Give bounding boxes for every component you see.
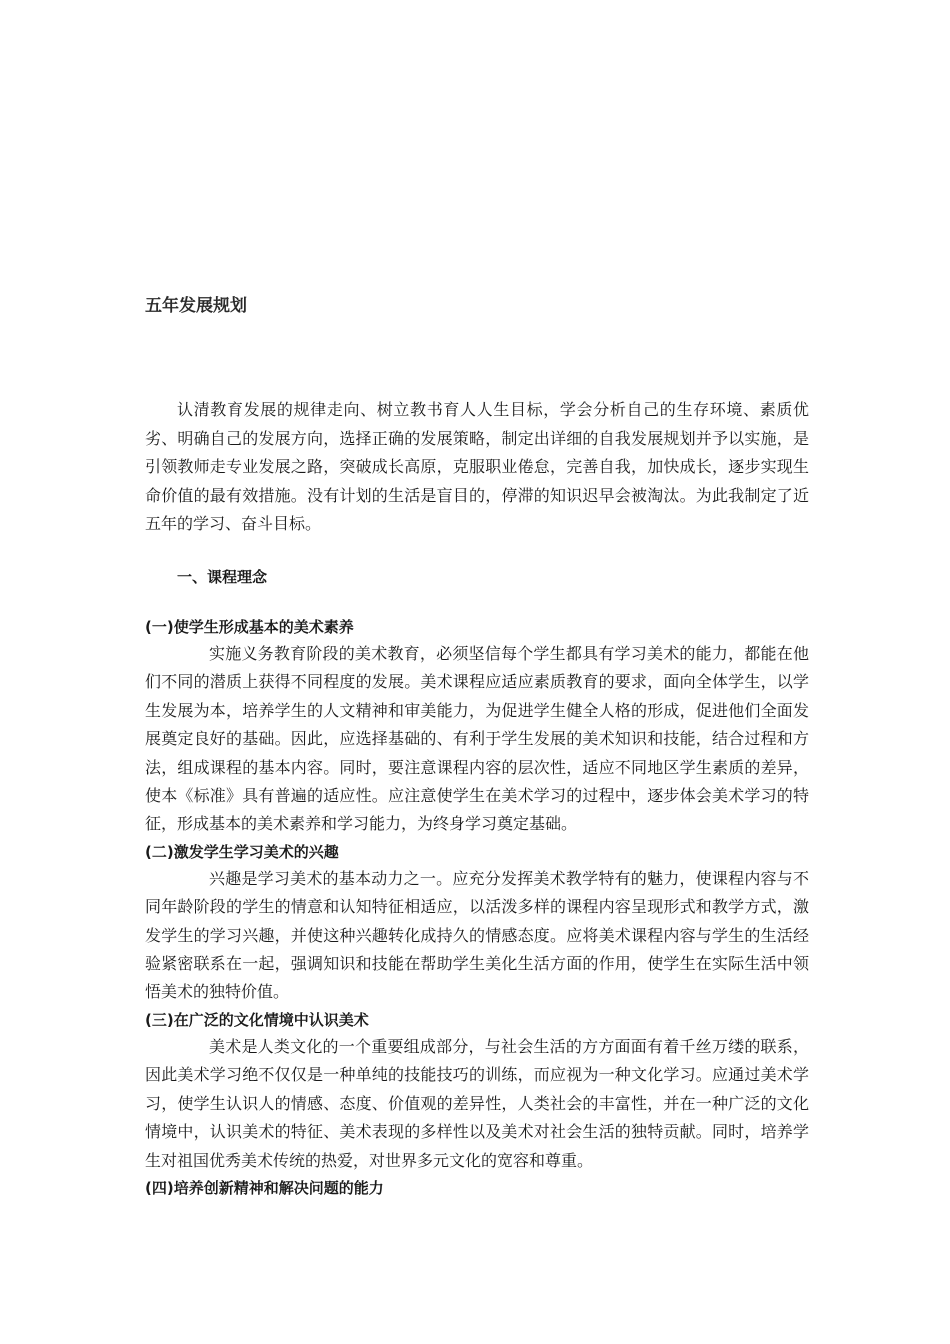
subsection-paragraph-1: 实施义务教育阶段的美术教育，必须坚信每个学生都具有学习美术的能力，都能在他们不同的潜质上获得不同程度的发展。美术课程应适应素质教育的要求，面向全体学生，以学生发展为本，培养学生的人文精神和审美能力，为促进学生健全人格的形成，促进他们全面发展奠定良好的基础。因此，应选择基础的、有利于学生发展的美术知识和技能，结合过程和方法，组成课程的基本内容。同时，要注意课程内容的层次性，适应不同地区学生素质的差异，使本《标准》具有普遍的适应性。应注意使学生在美术学习的过程中，逐步体会美术学习的特征，形成基本的美术素养和学习能力，为终身学习奠定基础。 <box>145 644 809 834</box>
document-title: 五年发展规划 <box>145 296 247 316</box>
intro-paragraph: 认清教育发展的规律走向、树立教书育人人生目标，学会分析自己的生存环境、素质优劣、明确自己的发展方向，选择正确的发展策略，制定出详细的自我发展规划并予以实施，是引领教师走专业发展之路，突破成长高原，克服职业倦怠，完善自我，加快成长，逐步实现生命价值的最有效措施。没有计划的生活是盲目的，停滞的知识迟早会被淘汰。为此我制定了近五年的学习、奋斗目标。 <box>145 400 809 534</box>
section-body <box>145 614 809 1201</box>
subsection-paragraph-3: 美术是人类文化的一个重要组成部分，与社会生活的方方面面有着千丝万缕的联系，因此美术学习绝不仅仅是一种单纯的技能技巧的训练，而应视为一种文化学习。应通过美术学习，使学生认识人的情感、态度、价值观的差异性，人类社会的丰富性，并在一种广泛的文化情境中，认识美术的特征、美术表现的多样性以及美术对社会生活的独特贡献。同时，培养学生对祖国优秀美术传统的热爱，对世界多元文化的宽容和尊重。 <box>145 1036 809 1170</box>
subsection-heading-4: (四)培养创新精神和解决问题的能力 <box>145 1178 384 1197</box>
subsection-heading-3: (三)在广泛的文化情境中认识美术 <box>145 1010 369 1029</box>
section-heading-course-philosophy: 一、课程理念 <box>177 568 268 586</box>
subsection-paragraph-2: 兴趣是学习美术的基本动力之一。应充分发挥美术教学特有的魅力，使课程内容与不同年龄阶段的学生的情意和认知特征相适应，以活泼多样的课程内容呈现形式和教学方式，激发学生的学习兴趣，并使这种兴趣转化成持久的情感态度。应将美术课程内容与学生的生活经验紧密联系在一起，强调知识和技能在帮助学生美化生活方面的作用，使学生在实际生活中领悟美术的独特价值。 <box>145 868 809 1002</box>
subsection-heading-2: (二)激发学生学习美术的兴趣 <box>145 842 339 861</box>
subsection-heading-1: (一)使学生形成基本的美术素养 <box>145 618 354 636</box>
